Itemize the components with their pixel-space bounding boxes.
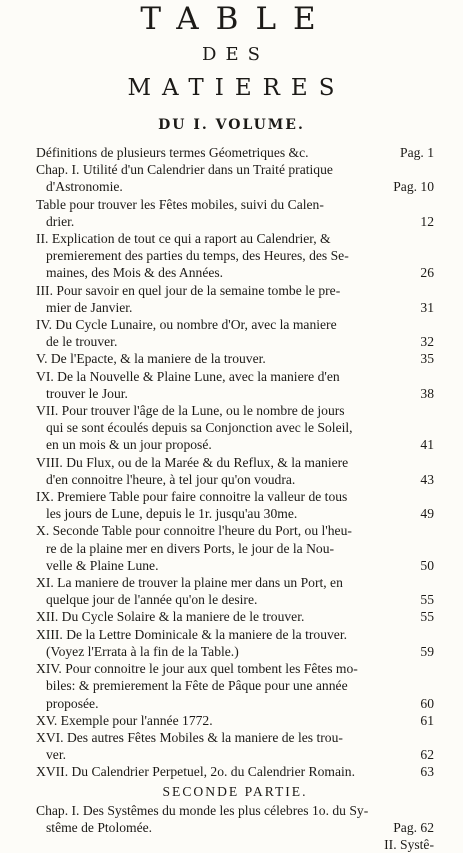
toc-page-number: 55	[420, 609, 434, 625]
toc-entry	[36, 350, 434, 367]
toc-page-number: 59	[420, 643, 434, 659]
toc-entry-text: 63 XVII. Du Calendrier Perpetuel, 2o. du Calendrier Romain.	[36, 764, 434, 780]
toc-entry	[36, 488, 434, 522]
toc-entry	[36, 729, 434, 763]
toc-page-number: Pag. 10	[393, 179, 434, 195]
toc-entry-continuation: biles: & premierement la Fête de Pâque pour une année	[46, 678, 348, 694]
toc-page-number: 60	[420, 695, 434, 711]
toc-page-number: Pag. 1	[400, 145, 434, 160]
toc-entry-continuation: premierement des parties du temps, des Heures, des Se-	[46, 248, 349, 264]
toc-entry-text: XIV. Pour connoitre le jour aux quel tombent les Fêtes mo-	[36, 661, 358, 677]
toc-entry	[36, 368, 434, 402]
toc-page-number: 62	[420, 747, 434, 763]
toc-entry-text: III. Pour savoir en quel jour de la semaine tombe le pre-	[36, 282, 341, 298]
toc-entry	[36, 626, 434, 660]
toc-entry	[36, 196, 434, 230]
toc-entry-continuation: Pag. 10 d'Astronomie.	[46, 179, 434, 195]
toc-entry-text: VIII. Du Flux, ou de la Marée & du Reflux, & la maniere	[36, 454, 349, 470]
toc-entry-continuation: qui se sont écoulés depuis sa Conjonction avec le Soleil,	[46, 420, 353, 436]
toc-entry	[36, 144, 434, 161]
toc-page-number: 50	[420, 557, 434, 573]
toc-entry-continuation: 43 d'en connoitre l'heure, à tel jour qu'on voudra.	[46, 471, 434, 487]
toc-entry	[36, 608, 434, 625]
table-of-contents	[36, 144, 434, 853]
toc-entry	[36, 660, 434, 712]
toc-page-number: Pag. 62	[393, 819, 434, 835]
toc-entry-continuation: 49 les jours de Lune, depuis le 1r. jusqu'au 30me.	[46, 506, 434, 522]
toc-page-number: 49	[420, 506, 434, 522]
toc-entry	[36, 316, 434, 350]
toc-entry-continuation: 55 quelque jour de l'année qu'on le desire.	[46, 592, 434, 608]
toc-entry	[36, 802, 434, 836]
toc-entry-text: IX. Premiere Table pour faire connoitre la valleur de tous	[36, 489, 348, 505]
toc-entry-text: 55 XII. Du Cycle Solaire & la maniere de le trouver.	[36, 609, 434, 625]
toc-page-number: 26	[420, 265, 434, 281]
toc-entry-continuation: 32 de le trouver.	[46, 334, 434, 350]
page-title: TABLE	[140, 1, 333, 37]
part-two-heading: SECONDE PARTIE.	[162, 783, 308, 799]
toc-entry	[36, 712, 434, 729]
toc-page-number: 35	[420, 351, 434, 367]
toc-entry	[36, 454, 434, 488]
toc-entry-continuation: Pag. 62 stême de Ptolomée.	[46, 819, 434, 835]
toc-entry-continuation: 50 velle & Plaine Lune.	[46, 557, 434, 573]
toc-page-number: 32	[420, 334, 434, 350]
toc-entry-continuation: 41 en un mois & un jour proposé.	[46, 437, 434, 453]
toc-entry-text: 35 V. De l'Epacte, & la maniere de la trouver.	[36, 351, 434, 367]
toc-entry	[36, 230, 434, 282]
toc-entry-text: XVI. Des autres Fêtes Mobiles & la maniere de les trou-	[36, 729, 343, 745]
toc-entry-continuation: 38 trouver le Jour.	[46, 385, 434, 401]
toc-entry-text: IV. Du Cycle Lunaire, ou nombre d'Or, avec la maniere	[36, 317, 337, 333]
toc-entry	[36, 763, 434, 780]
toc-entry-continuation: 12 drier.	[46, 213, 434, 229]
toc-entry-text: XIII. De la Lettre Dominicale & la maniere de la trouver.	[36, 626, 348, 642]
toc-entry	[36, 522, 434, 574]
toc-entry-text: VII. Pour trouver l'âge de la Lune, ou le nombre de jours	[36, 403, 345, 419]
title-des: DES	[202, 44, 269, 65]
toc-entry	[36, 574, 434, 608]
title-matieres: MATIERES	[127, 75, 346, 101]
toc-entry-text: VI. De la Nouvelle & Plaine Lune, avec la maniere d'en	[36, 368, 340, 384]
toc-entry-continuation: 26 maines, des Mois & des Années.	[46, 265, 434, 281]
toc-page-number: 61	[420, 712, 434, 728]
toc-page-number: 63	[420, 764, 434, 780]
toc-page-number: 12	[420, 213, 434, 229]
toc-page-number: 38	[420, 385, 434, 401]
toc-entry-continuation: 60 proposée.	[46, 695, 434, 711]
toc-entry-text: XI. La maniere de trouver la plaine mer dans un Port, en	[36, 575, 343, 591]
toc-entry	[36, 161, 434, 195]
toc-entry-text: Chap. I. Utilité d'un Calendrier dans un Traité pratique	[36, 162, 333, 178]
toc-entry-text: 61 XV. Exemple pour l'année 1772.	[36, 712, 434, 728]
toc-entry-continuation: 62 ver.	[46, 747, 434, 763]
toc-entry	[36, 282, 434, 316]
toc-page-number: 55	[420, 592, 434, 608]
toc-page-number: 43	[420, 471, 434, 487]
toc-entry	[36, 402, 434, 454]
toc-entry-text: X. Seconde Table pour connoitre l'heure du Port, ou l'heu-	[36, 523, 352, 539]
toc-entry-text: Table pour trouver les Fêtes mobiles, suivi du Calen-	[36, 196, 324, 212]
toc-entry-text: II. Explication de tout ce qui a raport au Calendrier, &	[36, 231, 331, 247]
toc-entry-text: Pag. 1 Définitions de plusieurs termes Géometriques &c.	[36, 145, 434, 160]
volume-heading: DU I. VOLUME.	[158, 117, 305, 133]
toc-entry-continuation: 59 (Voyez l'Errata à la fin de la Table.)	[46, 643, 434, 659]
toc-entry-text: Chap. I. Des Systêmes du monde les plus célebres 1o. du Sy-	[36, 802, 369, 818]
toc-page-number: 31	[420, 299, 434, 315]
toc-entry-continuation: re de la plaine mer en divers Ports, le jour de la Nou-	[46, 540, 335, 556]
toc-page-number: 41	[420, 437, 434, 453]
catchword: II. Systê-	[384, 837, 434, 853]
toc-entry-continuation: 31 mier de Janvier.	[46, 299, 434, 315]
